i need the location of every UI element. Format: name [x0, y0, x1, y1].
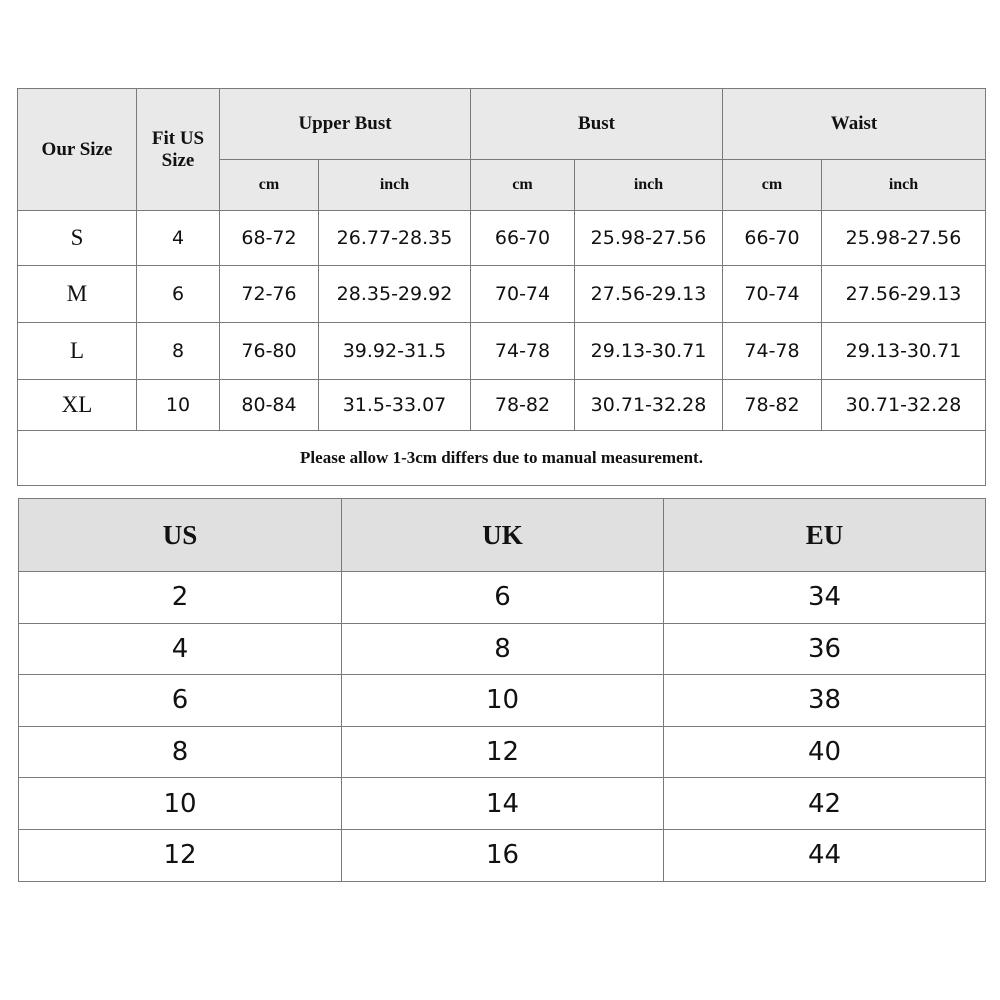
- upper-bust-inch-cell: 31.5-33.07: [319, 380, 471, 431]
- header-bust-cm: cm: [471, 160, 575, 211]
- uk-cell: 10: [342, 675, 664, 727]
- uk-cell: 14: [342, 778, 664, 830]
- upper-bust-inch-cell: 39.92-31.5: [319, 323, 471, 380]
- size-chart-note-row: [18, 431, 986, 486]
- size-chart-header-row: [18, 89, 986, 160]
- header-waist-cm: cm: [723, 160, 822, 211]
- size-cell: M: [18, 266, 137, 323]
- us-cell: 10: [19, 778, 342, 830]
- us-size-cell: 10: [137, 380, 220, 431]
- size-cell: XL: [18, 380, 137, 431]
- size-row-m: [18, 266, 986, 323]
- uk-cell: 12: [342, 726, 664, 778]
- upper-bust-cm-cell: 68-72: [220, 211, 319, 266]
- waist-cm-cell: 66-70: [723, 211, 822, 266]
- us-cell: 8: [19, 726, 342, 778]
- header-us: US: [19, 499, 342, 572]
- header-our-size: Our Size: [18, 89, 137, 211]
- us-size-cell: 4: [137, 211, 220, 266]
- conversion-row: [19, 675, 986, 727]
- us-size-cell: 6: [137, 266, 220, 323]
- bust-cm-cell: 74-78: [471, 323, 575, 380]
- conversion-header-row: [19, 499, 986, 572]
- header-eu: EU: [664, 499, 986, 572]
- waist-inch-cell: 25.98-27.56: [822, 211, 986, 266]
- conversion-row: [19, 572, 986, 624]
- header-upper-bust: Upper Bust: [220, 89, 471, 160]
- size-row-s: [18, 211, 986, 266]
- us-cell: 12: [19, 829, 342, 881]
- us-cell: 2: [19, 572, 342, 624]
- conversion-row: [19, 726, 986, 778]
- bust-inch-cell: 30.71-32.28: [575, 380, 723, 431]
- size-conversion-table: [18, 498, 986, 882]
- header-upper-bust-inch: inch: [319, 160, 471, 211]
- eu-cell: 44: [664, 829, 986, 881]
- header-waist: Waist: [723, 89, 986, 160]
- waist-cm-cell: 74-78: [723, 323, 822, 380]
- waist-inch-cell: 30.71-32.28: [822, 380, 986, 431]
- header-waist-inch: inch: [822, 160, 986, 211]
- eu-cell: 40: [664, 726, 986, 778]
- bust-inch-cell: 29.13-30.71: [575, 323, 723, 380]
- header-bust: Bust: [471, 89, 723, 160]
- bust-cm-cell: 66-70: [471, 211, 575, 266]
- eu-cell: 34: [664, 572, 986, 624]
- bust-inch-cell: 27.56-29.13: [575, 266, 723, 323]
- us-cell: 6: [19, 675, 342, 727]
- header-uk: UK: [342, 499, 664, 572]
- bust-cm-cell: 78-82: [471, 380, 575, 431]
- waist-inch-cell: 27.56-29.13: [822, 266, 986, 323]
- size-cell: S: [18, 211, 137, 266]
- header-bust-inch: inch: [575, 160, 723, 211]
- waist-cm-cell: 78-82: [723, 380, 822, 431]
- conversion-row: [19, 778, 986, 830]
- uk-cell: 6: [342, 572, 664, 624]
- measurement-note: Please allow 1-3cm differs due to manual measurement.: [18, 431, 986, 486]
- eu-cell: 36: [664, 623, 986, 675]
- size-row-l: [18, 323, 986, 380]
- header-fit-us-size: Fit US Size: [137, 89, 220, 211]
- upper-bust-cm-cell: 72-76: [220, 266, 319, 323]
- header-upper-bust-cm: cm: [220, 160, 319, 211]
- us-cell: 4: [19, 623, 342, 675]
- uk-cell: 8: [342, 623, 664, 675]
- eu-cell: 42: [664, 778, 986, 830]
- eu-cell: 38: [664, 675, 986, 727]
- conversion-row: [19, 829, 986, 881]
- waist-inch-cell: 29.13-30.71: [822, 323, 986, 380]
- us-size-cell: 8: [137, 323, 220, 380]
- upper-bust-cm-cell: 76-80: [220, 323, 319, 380]
- size-row-xl: [18, 380, 986, 431]
- waist-cm-cell: 70-74: [723, 266, 822, 323]
- upper-bust-inch-cell: 28.35-29.92: [319, 266, 471, 323]
- uk-cell: 16: [342, 829, 664, 881]
- upper-bust-inch-cell: 26.77-28.35: [319, 211, 471, 266]
- bust-cm-cell: 70-74: [471, 266, 575, 323]
- size-chart-table: [17, 88, 986, 486]
- bust-inch-cell: 25.98-27.56: [575, 211, 723, 266]
- conversion-row: [19, 623, 986, 675]
- upper-bust-cm-cell: 80-84: [220, 380, 319, 431]
- size-cell: L: [18, 323, 137, 380]
